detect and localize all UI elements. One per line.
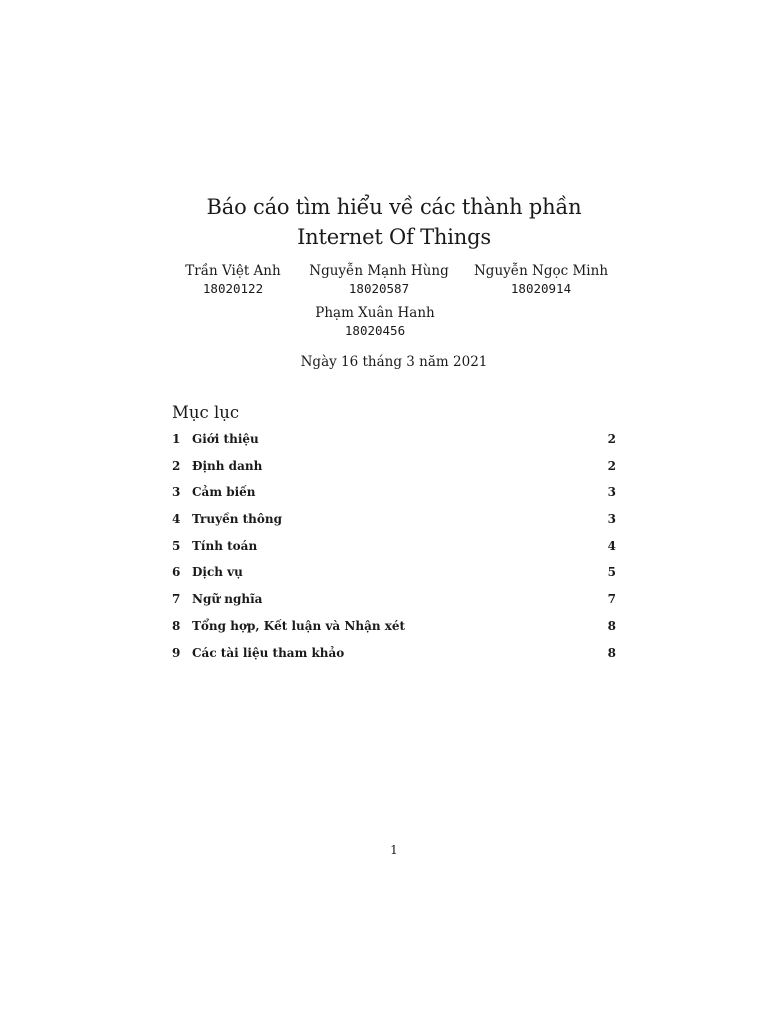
author-id: 18020456 xyxy=(344,323,406,338)
toc-entry-page: 8 xyxy=(607,645,616,660)
toc-entry-number: 5 xyxy=(172,538,181,553)
author-name: Trần Việt Anh xyxy=(185,263,281,279)
toc-entry-number: 4 xyxy=(172,512,181,527)
toc-entry-title: Tính toán xyxy=(192,538,258,553)
toc-entry[interactable] xyxy=(172,459,616,486)
author-id: 18020914 xyxy=(510,281,572,296)
toc-entry[interactable] xyxy=(172,539,616,566)
toc-entry-page: 8 xyxy=(607,618,616,633)
document-date: Ngày 16 tháng 3 năm 2021 xyxy=(300,354,488,370)
toc-entry[interactable] xyxy=(172,592,616,619)
author-2 xyxy=(289,262,469,297)
title-line-1: Báo cáo tìm hiểu về các thành phần xyxy=(206,195,582,219)
page-number: 1 xyxy=(390,843,398,857)
toc-entry[interactable] xyxy=(172,565,616,592)
author-name: Phạm Xuân Hanh xyxy=(315,305,435,321)
author-name: Nguyễn Ngọc Minh xyxy=(473,263,609,279)
toc-entry-page: 4 xyxy=(607,538,616,553)
toc-entry-title: Cảm biến xyxy=(192,485,256,500)
toc-entry-title: Định danh xyxy=(192,458,263,473)
toc-entry-number: 3 xyxy=(172,485,181,500)
author-id: 18020122 xyxy=(202,281,264,296)
toc-entry[interactable] xyxy=(172,485,616,512)
toc-entry-number: 2 xyxy=(172,458,181,473)
toc-entry-title: Dịch vụ xyxy=(192,565,243,580)
toc-entry-number: 9 xyxy=(172,645,181,660)
toc-entry-page: 7 xyxy=(607,592,616,607)
author-name: Nguyễn Mạnh Hùng xyxy=(309,263,449,279)
toc-entry-title: Các tài liệu tham khảo xyxy=(192,645,345,660)
author-id: 18020587 xyxy=(348,281,410,296)
toc-entry-page: 3 xyxy=(607,485,616,500)
author-4 xyxy=(285,304,465,339)
toc-entry-page: 2 xyxy=(607,458,616,473)
toc-entry-number: 7 xyxy=(172,592,181,607)
author-3 xyxy=(451,262,631,297)
table-of-contents xyxy=(172,432,616,672)
toc-entry-title: Ngữ nghĩa xyxy=(192,592,263,607)
toc-entry-page: 3 xyxy=(607,512,616,527)
toc-entry-page: 2 xyxy=(607,432,616,446)
document-title xyxy=(0,192,768,252)
toc-entry-title: Tổng hợp, Kết luận và Nhận xét xyxy=(192,618,406,633)
toc-entry-title: Giới thiệu xyxy=(192,432,259,446)
toc-entry[interactable] xyxy=(172,512,616,539)
toc-entry-number: 1 xyxy=(172,432,181,446)
toc-entry-title: Truyền thông xyxy=(192,512,282,527)
toc-entry-number: 6 xyxy=(172,565,181,580)
title-line-2: Internet Of Things xyxy=(297,225,491,249)
toc-entry[interactable] xyxy=(172,619,616,646)
toc-entry[interactable] xyxy=(172,646,616,673)
toc-heading: Mục lục xyxy=(172,403,240,422)
toc-entry-page: 5 xyxy=(607,565,616,580)
toc-entry[interactable] xyxy=(172,432,616,459)
toc-entry-number: 8 xyxy=(172,618,181,633)
